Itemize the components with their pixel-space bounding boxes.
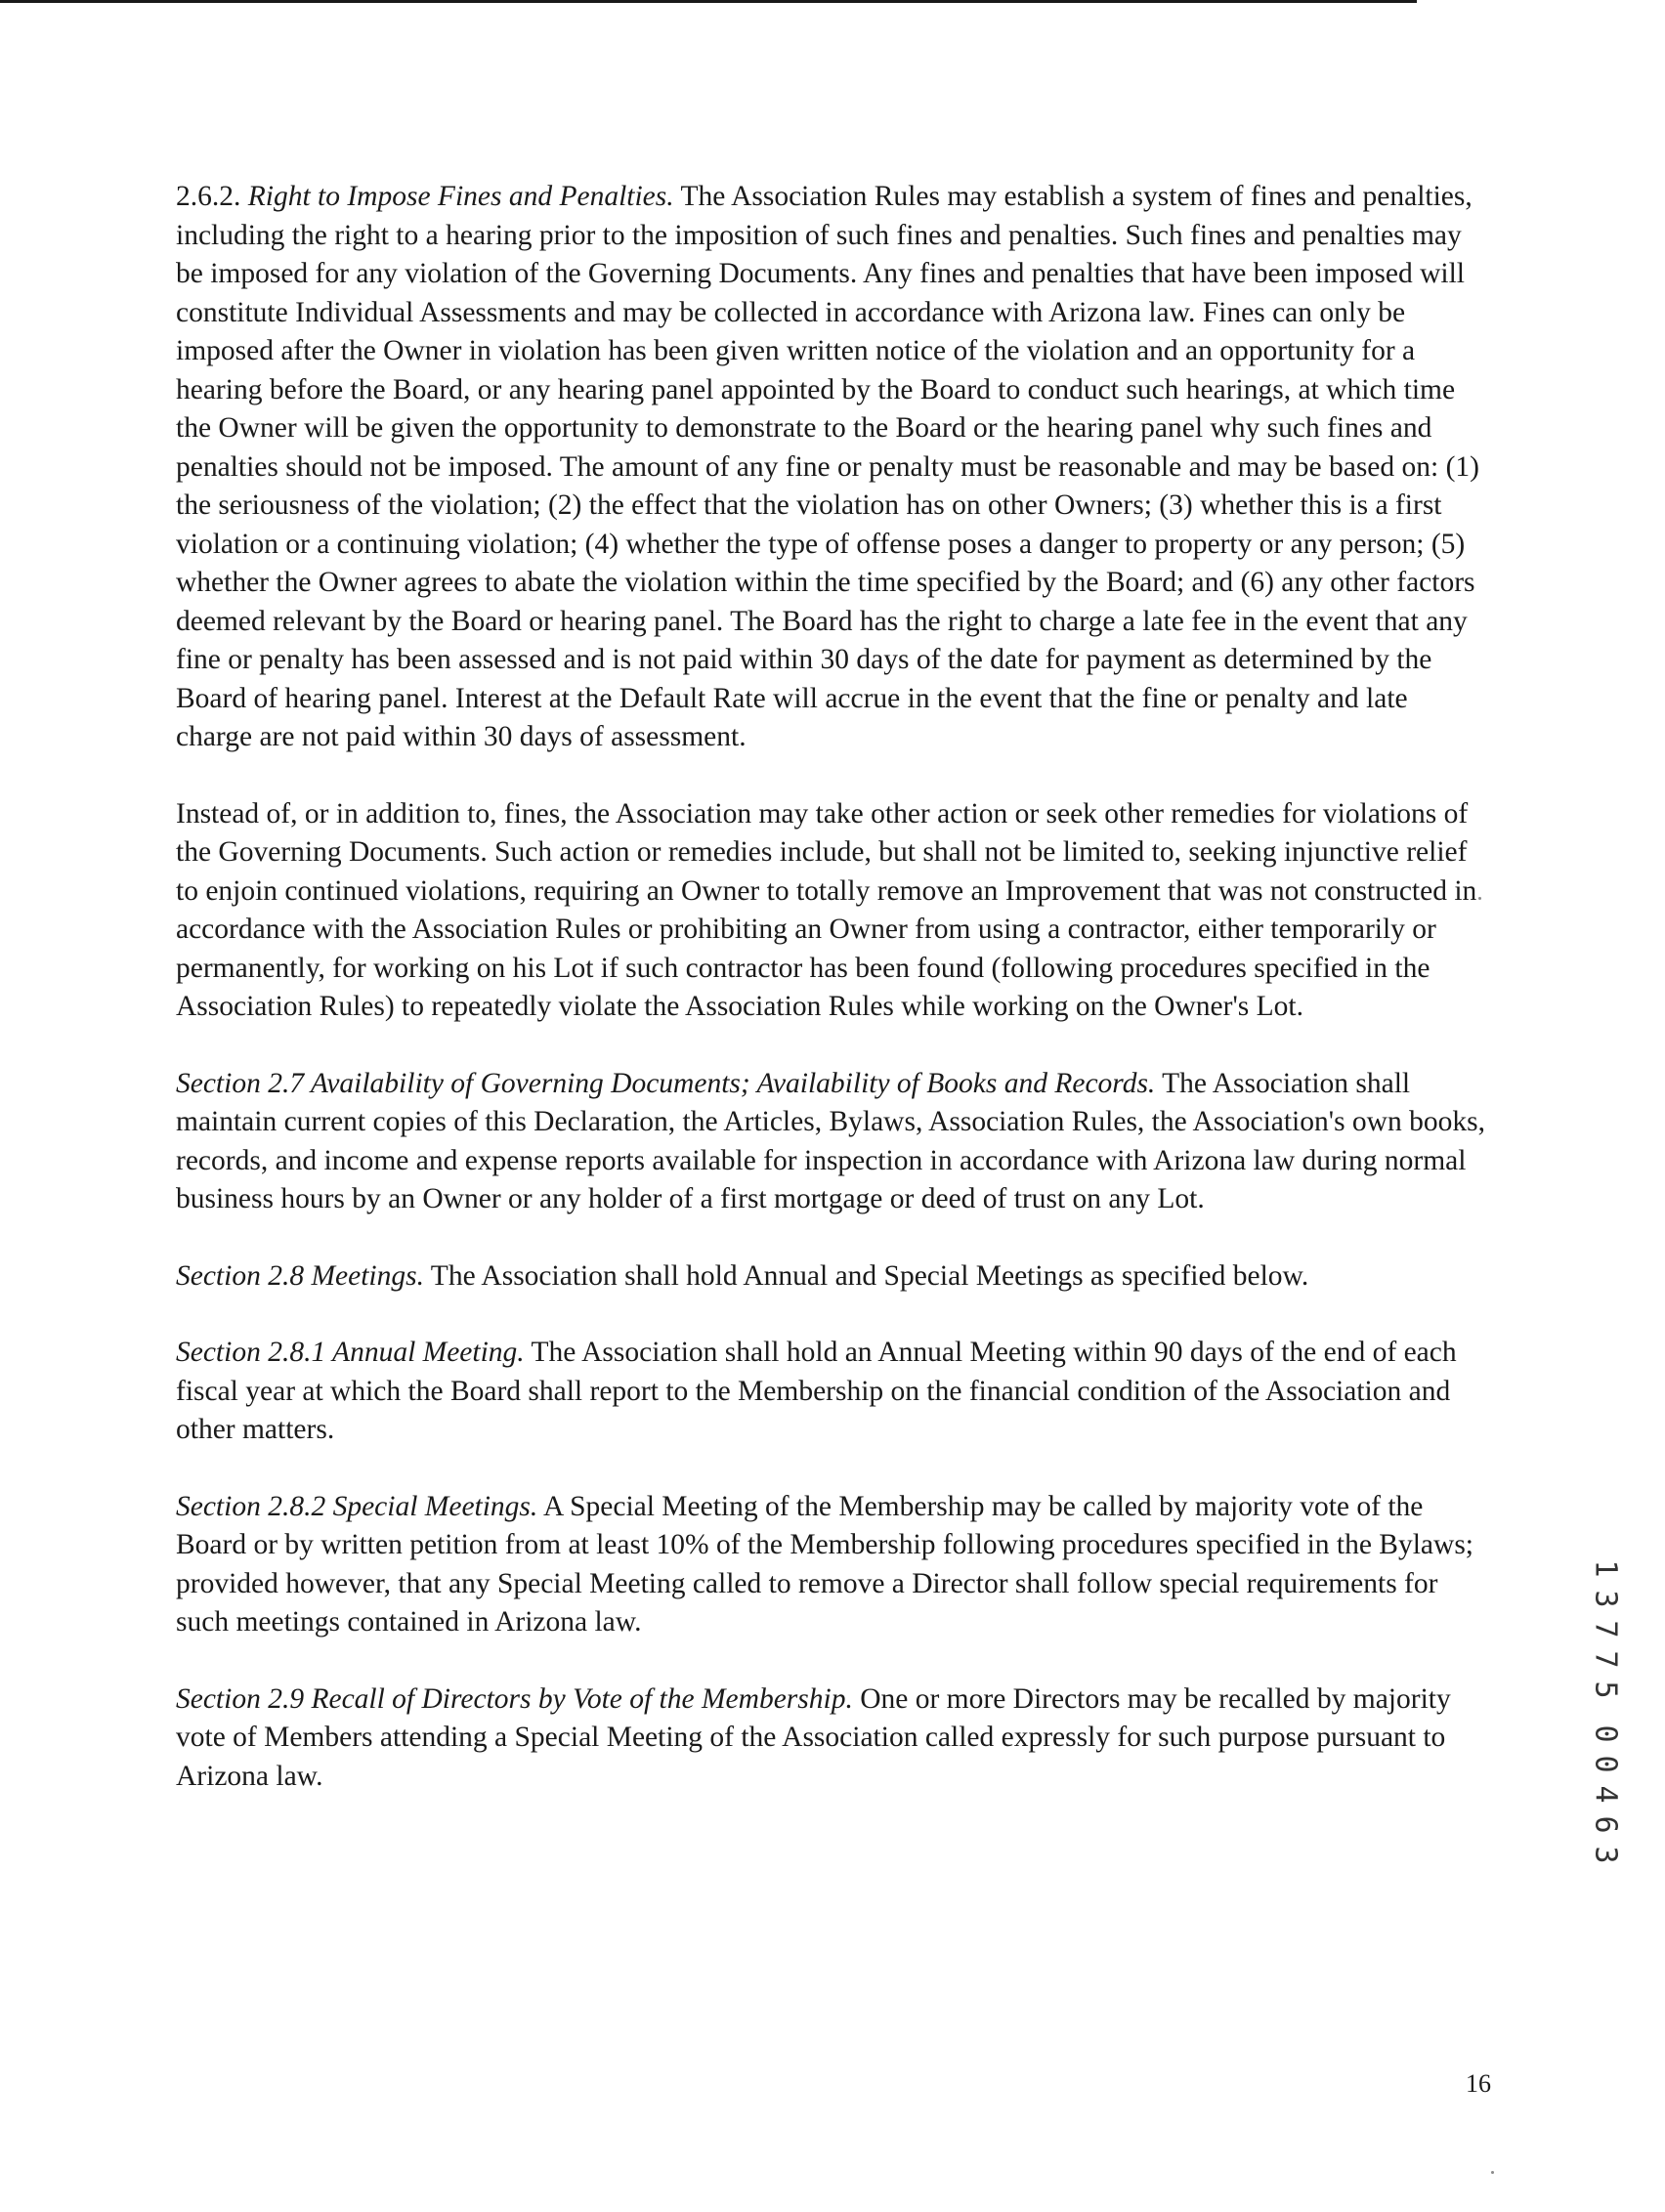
section-2-8 [176,1257,1490,1297]
top-scan-border [0,0,1417,3]
stamp-digit: 0 [1588,1724,1623,1743]
section-2-8-1 [176,1334,1490,1450]
section-heading: Section 2.8.1 Annual Meeting. [176,1337,525,1368]
section-2-6-2 [176,178,1490,757]
scan-speck [1491,2171,1494,2174]
remedies-paragraph [176,795,1490,1027]
section-2-9 [176,1680,1490,1797]
recording-number-stamp [1588,1553,1623,1870]
section-heading: Right to Impose Fines and Penalties. [247,181,674,212]
section-heading: Section 2.8 Meetings. [176,1259,424,1292]
section-text: The Association Rules may establish a system of fines and penalties, including the right to a hearing prior to the imposition of such fines and penalties. Such fines and penalties may be imposed for any violation of the Governing Documents. Any fines and penalties that have been imposed will constitute Individual Assessments and may be collected in accordance with Arizona law. Fines can only be imposed after the Owner in violation has been given written notice of the violation and an opportunity for a hearing before the Board, or any hearing panel appointed by the Board to conduct such hearings, at which time the Owner will be given the opportunity to demonstrate to the Board or the hearing panel why such fines and penalties should not be imposed. The amount of any fine or penalty must be reasonable and may be based on: (1) the seriousness of the violation; (2) the effect that the violation has on other Owners; (3) whether this is a first violation or a continuing violation; (4) whether the type of offense poses a danger to property or any person; (5) whether the Owner agrees to abate the violation within the time specified by the Board; and (6) any other factors deemed relevant by the Board or hearing panel. The Board has the right to charge a late fee in the event that any fine or penalty has been assessed and is not paid within 30 days of the date for payment as determined by the Board of hearing panel. Interest at the Default Rate will accrue in the event that the fine or penalty and late charge are not paid within 30 days of assessment. [176,181,1479,752]
section-text: One or more Directors may be recalled by majority vote of Members attending a Special Meeting of the Association called expressly for such purpose pursuant to Arizona law. [176,1682,1451,1792]
stamp-digit: 0 [1588,1755,1623,1773]
section-text: Instead of, or in addition to, fines, the Association may take other action or seek other remedies for violations of the Governing Documents. Such action or remedies include, but shall not be limited to, seeking injunctive relief to enjoin continued violations, requiring an Owner to totally remove an Improvement that was not constructed in accordance with the Association Rules or prohibiting an Owner from using a contractor, either temporarily or permanently, for working on his Lot if such contractor has been found (following procedures specified in the Association Rules) to repeatedly violate the Association Rules while working on the Owner's Lot. [176,797,1477,1022]
stamp-digit: 1 [1588,1559,1623,1578]
page-number: 16 [1466,2069,1491,2098]
stamp-digit: 7 [1588,1650,1623,1669]
stamp-digit: 3 [1588,1846,1623,1864]
section-heading: Section 2.9 Recall of Directors by Vote of the Membership. [176,1682,853,1715]
section-text: The Association shall hold an Annual Meeting within 90 days of the end of each fiscal year at which the Board shall report to the Membership on the financial condition of the Association and other matters. [176,1337,1457,1445]
section-heading: Section 2.8.2 Special Meetings. [176,1490,538,1522]
section-text: A Special Meeting of the Membership may be called by majority vote of the Board or by written petition from at least 10% of the Membership following procedures specified in the Bylaws; provided however, that any Special Meeting called to remove a Director shall follow special requirements for such meetings contained in Arizona law. [176,1490,1474,1638]
section-heading: Section 2.7 Availability of Governing Documents; Availability of Books and Records. [176,1067,1156,1099]
stamp-digit: 6 [1588,1815,1623,1834]
stamp-digit: 3 [1588,1590,1623,1608]
scan-speck [1478,897,1481,900]
stamp-digit: 7 [1588,1620,1623,1638]
stamp-digit: 4 [1588,1785,1623,1804]
section-text: The Association shall maintain current copies of this Declaration, the Articles, Bylaws, Association Rules, the Association's own books, records, and income and expense reports available for inspection in accordance with Arizona law during normal business hours by an Owner or any holder of a first mortgage or deed of trust on any Lot. [176,1067,1485,1214]
document-body [176,178,1490,1834]
section-2-7 [176,1065,1490,1219]
section-2-8-2 [176,1488,1490,1642]
section-number: 2.6.2. [176,181,248,212]
section-text: The Association shall hold Annual and Special Meetings as specified below. [423,1259,1309,1292]
stamp-digit: 5 [1588,1680,1623,1699]
